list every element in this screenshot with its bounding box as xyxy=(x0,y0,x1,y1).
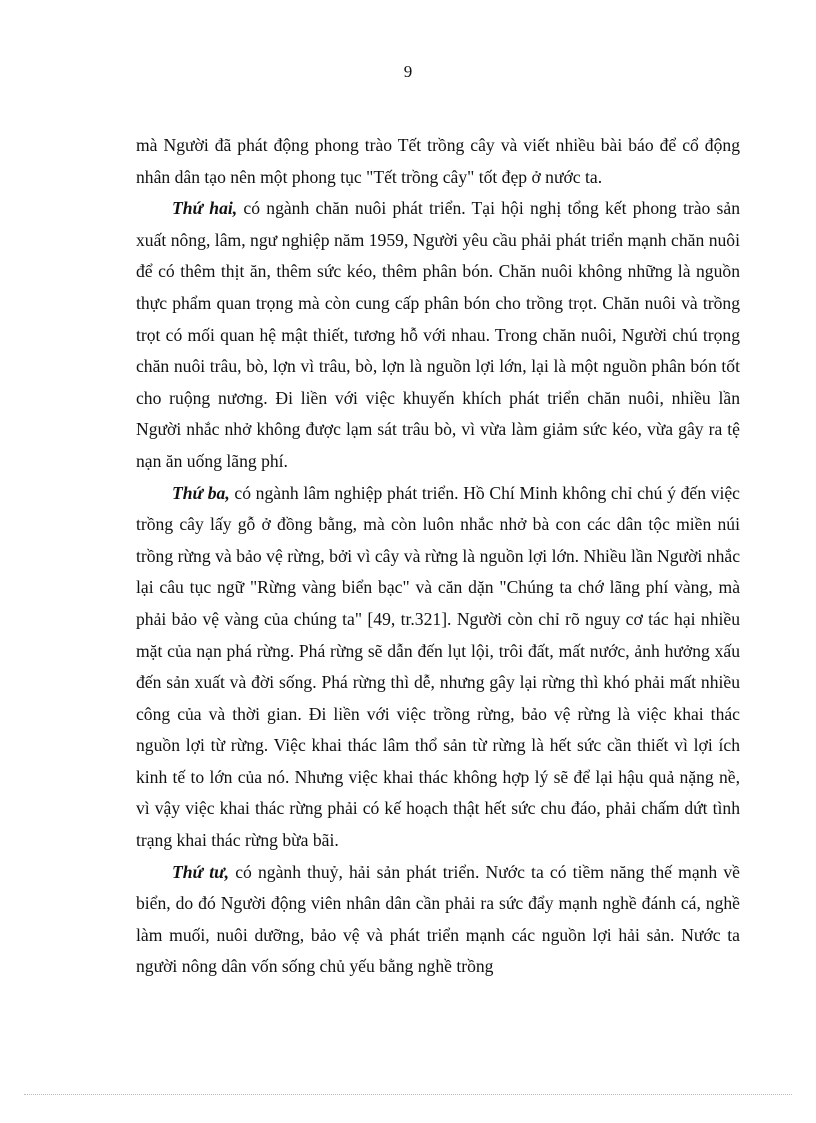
paragraph-lead: Thứ tư, xyxy=(172,861,230,882)
body-text xyxy=(136,130,740,983)
paragraph-fisheries xyxy=(136,857,740,983)
paragraph-lead: Thứ hai, xyxy=(172,198,238,219)
paragraph-text: có ngành thuỷ, hải sản phát triển. Nước ta có tiềm năng thế mạnh về biển, do đó Người động viên nhân dân cần phải ra sức đẩy mạnh nghề đánh cá, nghề làm muối, nuôi dưỡng, bảo vệ và phát triển mạnh các nguồn lợi hải sản. Nước ta người nông dân vốn sống chủ yếu bằng nghề trồng xyxy=(136,861,740,977)
paragraph-livestock xyxy=(136,193,740,477)
paragraph-text: mà Người đã phát động phong trào Tết trồng cây và viết nhiều bài báo để cổ động nhân dân tạo nên một phong tục "Tết trồng cây" tốt đẹp ở nước ta. xyxy=(136,135,740,187)
paragraph-forestry xyxy=(136,478,740,857)
paragraph-continuation xyxy=(136,130,740,193)
paragraph-lead: Thứ ba, xyxy=(172,482,230,503)
page-number: 9 xyxy=(403,62,413,81)
page-bottom-divider xyxy=(24,1094,792,1095)
paragraph-text: có ngành lâm nghiệp phát triển. Hồ Chí Minh không chỉ chú ý đến việc trồng cây lấy gỗ ở đồng bằng, mà còn luôn nhắc nhở bà con các dân tộc miền núi trồng rừng và bảo vệ rừng, bởi vì cây và rừng là nguồn lợi lớn. Nhiều lần Người nhắc lại câu tục ngữ "Rừng vàng biển bạc" và căn dặn "Chúng ta chớ lãng phí vàng, mà phải bảo vệ vàng của chúng ta" [49, tr.321]. Người còn chỉ rõ nguy cơ tác hại nhiều mặt của nạn phá rừng. Phá rừng sẽ dẫn đến lụt lội, trôi đất, mất nước, ảnh hưởng xấu đến sản xuất và đời sống. Phá rừng thì dễ, nhưng gây lại rừng thì khó phải mất nhiều công của và thời gian. Đi liền với việc trồng rừng, bảo vệ rừng là việc khai thác nguồn lợi từ rừng. Việc khai thác lâm thổ sản từ rừng là hết sức cần thiết vì lợi ích kinh tế to lớn của nó. Nhưng việc khai thác không hợp lý sẽ để lại hậu quả nặng nề, vì vậy việc khai thác rừng phải có kế hoạch thật hết sức chu đáo, phải chấm dứt tình trạng khai thác rừng bừa bãi. xyxy=(136,482,740,851)
paragraph-text: có ngành chăn nuôi phát triển. Tại hội nghị tổng kết phong trào sản xuất nông, lâm, ngư nghiệp năm 1959, Người yêu cầu phải phát triển mạnh chăn nuôi để có thêm thịt ăn, thêm sức kéo, thêm phân bón. Chăn nuôi không những là nguồn thực phẩm quan trọng mà còn cung cấp phân bón cho trồng trọt. Chăn nuôi và trồng trọt có mối quan hệ mật thiết, tương hỗ với nhau. Trong chăn nuôi, Người chú trọng chăn nuôi trâu, bò, lợn vì trâu, bò, lợn là nguồn lợi lớn, lại là một nguồn phân bón tốt cho ruộng nương. Đi liền với việc khuyến khích phát triển chăn nuôi, nhiều lần Người nhắc nhở không được lạm sát trâu bò, vì vừa làm giảm sức kéo, vừa gây ra tệ nạn ăn uống lãng phí. xyxy=(136,198,740,471)
